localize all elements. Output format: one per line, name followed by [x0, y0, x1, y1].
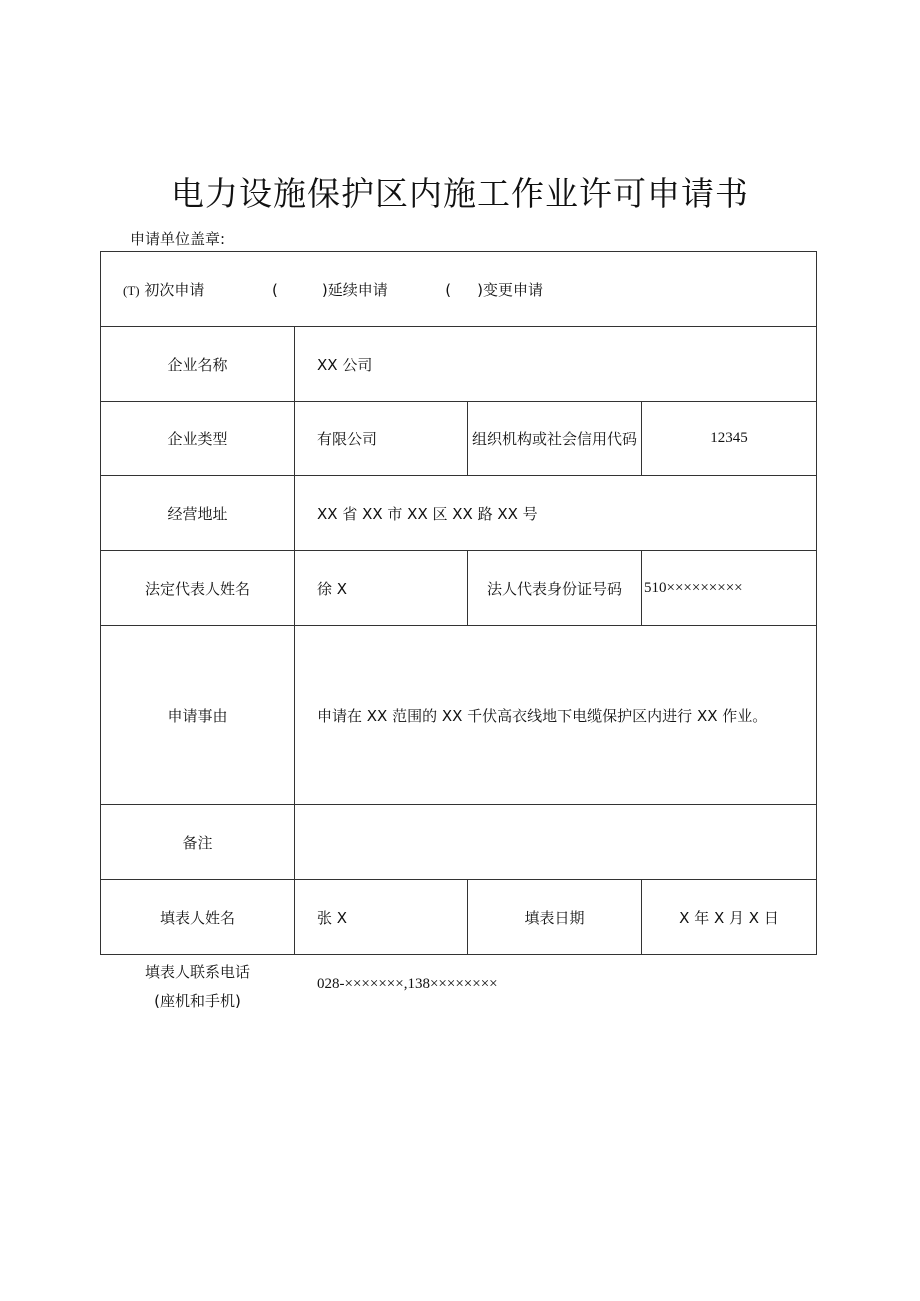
option-extension-application[interactable] [272, 279, 388, 300]
contact-phone-label-line-2: (座机和手机) [154, 992, 241, 1010]
option-first-application[interactable] [123, 279, 204, 300]
change-application-label: 变更申请 [482, 280, 543, 299]
application-type-cell [101, 252, 817, 327]
company-type-value: 有限公司 [295, 402, 468, 476]
address-value: XX 省 XX 市 XX 区 XX 路 XX 号 [295, 476, 817, 551]
legal-rep-name-value: 徐 X [295, 551, 468, 626]
reason-value: 申请在 XX 范围的 XX 千伏高衣线地下电缆保护区内进行 XX 作业。 [295, 626, 817, 805]
contact-phone-label [100, 958, 295, 1016]
company-type-row [101, 402, 817, 476]
seal-label: 申请单位盖章: [130, 230, 226, 248]
filler-name-value: 张 X [295, 880, 468, 955]
extension-close-paren: ) [321, 280, 328, 299]
first-application-mark: (T) [123, 282, 140, 298]
filler-name-label: 填表人姓名 [101, 880, 295, 955]
company-name-value: XX 公司 [295, 327, 817, 402]
extension-application-label: 延续申请 [327, 280, 388, 299]
legal-rep-id-value: 510××××××××× [642, 551, 817, 626]
change-open-paren: ( [445, 280, 452, 299]
legal-rep-id-label: 法人代表身份证号码 [468, 551, 642, 626]
fill-date-value: X 年 X 月 X 日 [642, 880, 817, 955]
change-close-paren: ) [477, 280, 483, 299]
credit-code-label: 组织机构或社会信用代码 [468, 402, 642, 476]
application-form-table [100, 251, 817, 955]
address-row [101, 476, 817, 551]
credit-code-value: 12345 [642, 402, 817, 476]
fill-date-label: 填表日期 [468, 880, 642, 955]
legal-rep-name-label: 法定代表人姓名 [101, 551, 295, 626]
company-name-label: 企业名称 [101, 327, 295, 402]
contact-phone-section [100, 958, 816, 1018]
option-change-application[interactable] [445, 279, 543, 300]
remarks-value [295, 805, 817, 880]
address-label: 经营地址 [101, 476, 295, 551]
company-name-row [101, 327, 817, 402]
remarks-row [101, 805, 817, 880]
contact-phone-label-line-1: 填表人联系电话 [144, 963, 250, 981]
reason-row [101, 626, 817, 805]
first-application-label: 初次申请 [144, 280, 205, 299]
application-type-row [101, 252, 817, 327]
legal-rep-row [101, 551, 817, 626]
reason-label: 申请事由 [101, 626, 295, 805]
contact-phone-value: 028-×××××××,138×××××××× [317, 976, 498, 992]
extension-open-paren: ( [271, 280, 278, 299]
filler-row [101, 880, 817, 955]
company-type-label: 企业类型 [101, 402, 295, 476]
document-title: 电力设施保护区内施工作业许可申请书 [171, 174, 749, 213]
remarks-label: 备注 [101, 805, 295, 880]
